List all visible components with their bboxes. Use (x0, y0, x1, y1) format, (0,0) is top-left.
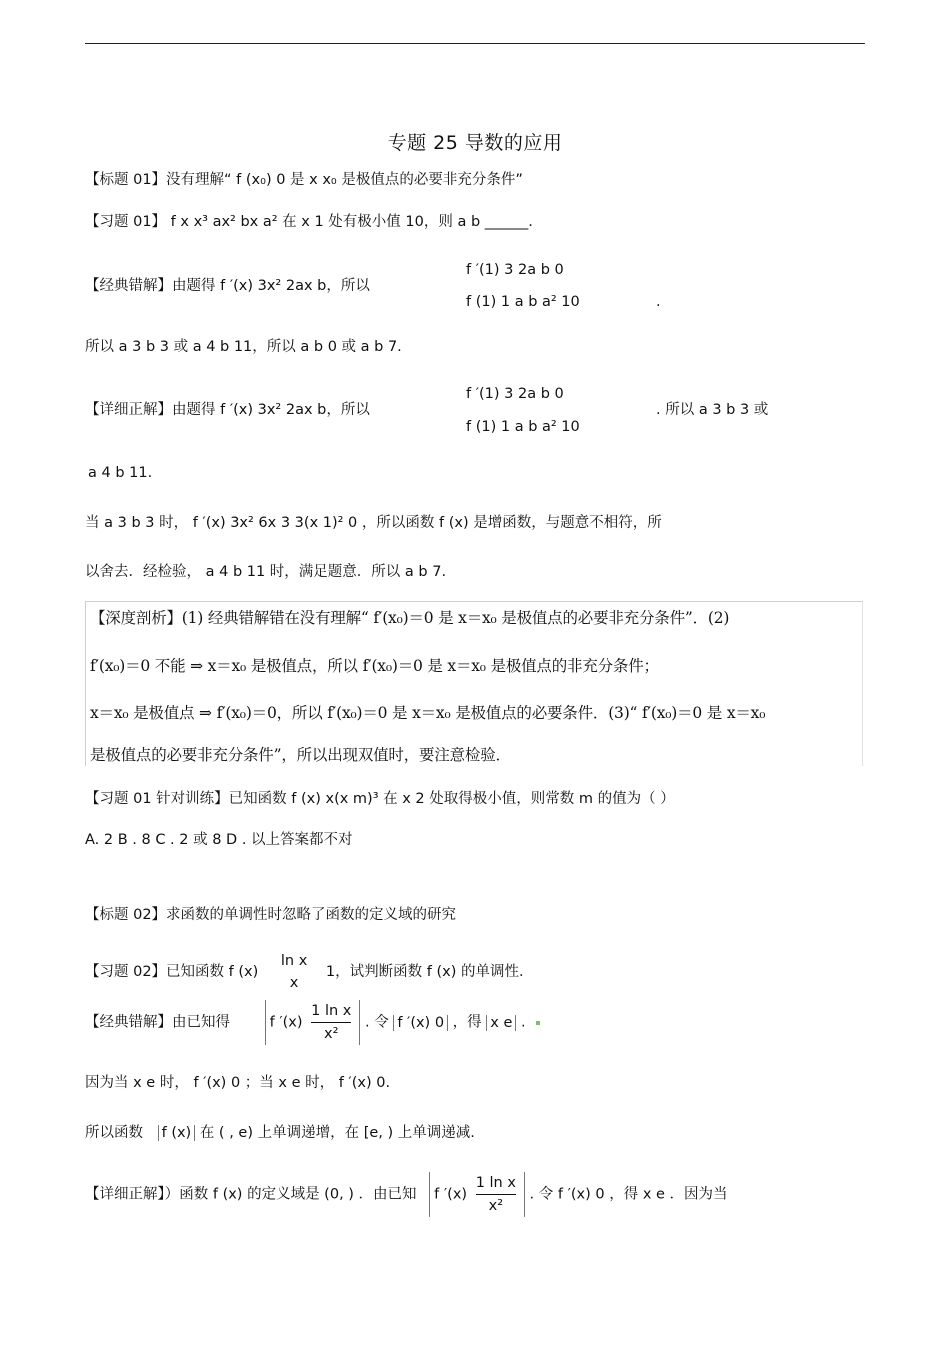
s2-problem-fraction (281, 950, 307, 994)
green-dot-icon (536, 1021, 540, 1025)
s2-right-frac-den: x² (488, 1198, 504, 1214)
s2-wrong-de: ，得 (452, 1014, 482, 1031)
s2-so-prefix: 所以函数 (85, 1125, 143, 1141)
analysis-row-2: f′(x₀)＝0 不能 ⇒ x＝x₀ 是极值点，所以 f′(x₀)＝0 是 x＝x₀ 是极值点的非充分条件； (90, 657, 659, 675)
s2-wrong-ling: . 令 (364, 1014, 389, 1031)
s1-check-line1: 当 a 3 b 3 时， f ′(x) 3x² 6x 3 3(x 1)² 0 ，所以函数 f (x) 是增函数，与题意不相符，所 (85, 515, 662, 531)
page-title: 专题 25 导数的应用 (387, 132, 563, 154)
header-rule (85, 43, 865, 44)
s2-wrong-fx: f ′(x) (269, 1014, 303, 1031)
analysis-row-4: 是极值点的必要非充分条件”，所以出现双值时，要注意检验． (90, 746, 511, 764)
s1-right-system-line1: f ′(1) 3 2a b 0 (466, 386, 564, 402)
s2-so-line (85, 1123, 475, 1143)
s2-because-line: 因为当 x e 时， f ′(x) 0 ；当 x e 时， f ′(x) 0. (85, 1075, 391, 1091)
section1-header: 【标题 01】没有理解“ f (x₀) 0 是 x x₀ 是极值点的必要非充分条件” (85, 172, 523, 188)
section1-problem: 【习题 01】 f x x³ ax² bx a² 在 x 1 处有极小值 10，则 a b ______. (85, 214, 533, 230)
s2-problem-frac-den: x (289, 975, 299, 991)
s1-right-system-line2: f (1) 1 a b a² 10 (466, 419, 580, 435)
s2-wrong-frac-den: x² (324, 1026, 339, 1042)
s2-right-end: . 令 f ′(x) 0 ，得 x e ．因为当 (529, 1186, 728, 1203)
deep-analysis-box (85, 601, 863, 766)
s1-wrong-end: . (656, 294, 661, 310)
s1-wrong-prefix: 【经典错解】由题得 f ′(x) 3x² 2ax b，所以 (85, 278, 370, 294)
s2-wrong-prefix: 【经典错解】由已知得 (85, 1014, 230, 1031)
s2-right-fx: f ′(x) (434, 1186, 468, 1203)
s1-wrong-continuation: 所以 a 3 b 3 或 a 4 b 11，所以 a b 0 或 a b 7. (85, 339, 402, 355)
s2-wrong-frac-num: 1 ln x (311, 1000, 351, 1023)
s1-wrong-system-line2: f (1) 1 a b a² 10 (466, 294, 580, 310)
s1-wrong-system-line1: f ′(1) 3 2a b 0 (466, 262, 564, 278)
section2-header: 【标题 02】求函数的单调性时忽略了函数的定义域的研究 (85, 907, 457, 923)
s1-right-end: . 所以 a 3 b 3 或 (656, 402, 769, 418)
s2-so-mid: 在 ( , e) 上单调递增，在 [e, ) 上单调递减. (199, 1125, 475, 1141)
s2-so-box: f (x) (158, 1125, 196, 1141)
s2-wrong-fraction (311, 1000, 351, 1045)
s1-check-line2: 以舍去．经检验， a 4 b 11 时，满足题意．所以 a b 7. (85, 564, 447, 580)
s2-right-solution (85, 1172, 728, 1217)
analysis-row-1: 【深度剖析】(1) 经典错解错在没有理解“ f′(x₀)＝0 是 x＝x₀ 是极值点的必要非充分条件”．(2) (90, 609, 730, 627)
s1-right-prefix: 【详细正解】由题得 f ′(x) 3x² 2ax b，所以 (85, 402, 370, 418)
s2-right-frac-num: 1 ln x (476, 1172, 516, 1195)
analysis-row-3: x＝x₀ 是极值点 ⇒ f′(x₀)＝0，所以 f′(x₀)＝0 是 x＝x₀ 是极值点的必要条件．(3)“ f′(x₀)＝0 是 x＝x₀ (90, 704, 766, 722)
s2-wrong-box2: f ′(x) 0 (393, 1015, 448, 1031)
section2-problem (85, 950, 533, 994)
s1-right-continuation: a 4 b 11. (88, 465, 153, 481)
s2-wrong-solution (85, 1000, 540, 1045)
s2-right-formula-box (429, 1172, 525, 1217)
s2-problem-suffix: 1，试判断函数 f (x) 的单调性． (325, 964, 534, 980)
s2-right-fraction (476, 1172, 516, 1217)
s2-problem-prefix: 【习题 02】已知函数 f (x) (85, 964, 259, 980)
s2-wrong-end: . (521, 1014, 526, 1031)
s1-training-problem: 【习题 01 针对训练】已知函数 f (x) x(x m)³ 在 x 2 处取得极小值，则常数 m 的值为（ ） (85, 791, 675, 807)
s2-right-prefix: 【详细正解】）函数 f (x) 的定义域是 (0, ) ．由已知 (85, 1186, 417, 1203)
s1-training-options: A. 2 B . 8 C . 2 或 8 D . 以上答案都不对 (85, 832, 353, 848)
s2-problem-frac-num: ln x (280, 953, 308, 969)
s2-wrong-formula-box (265, 1000, 361, 1045)
s2-wrong-box3: x e (486, 1015, 516, 1031)
